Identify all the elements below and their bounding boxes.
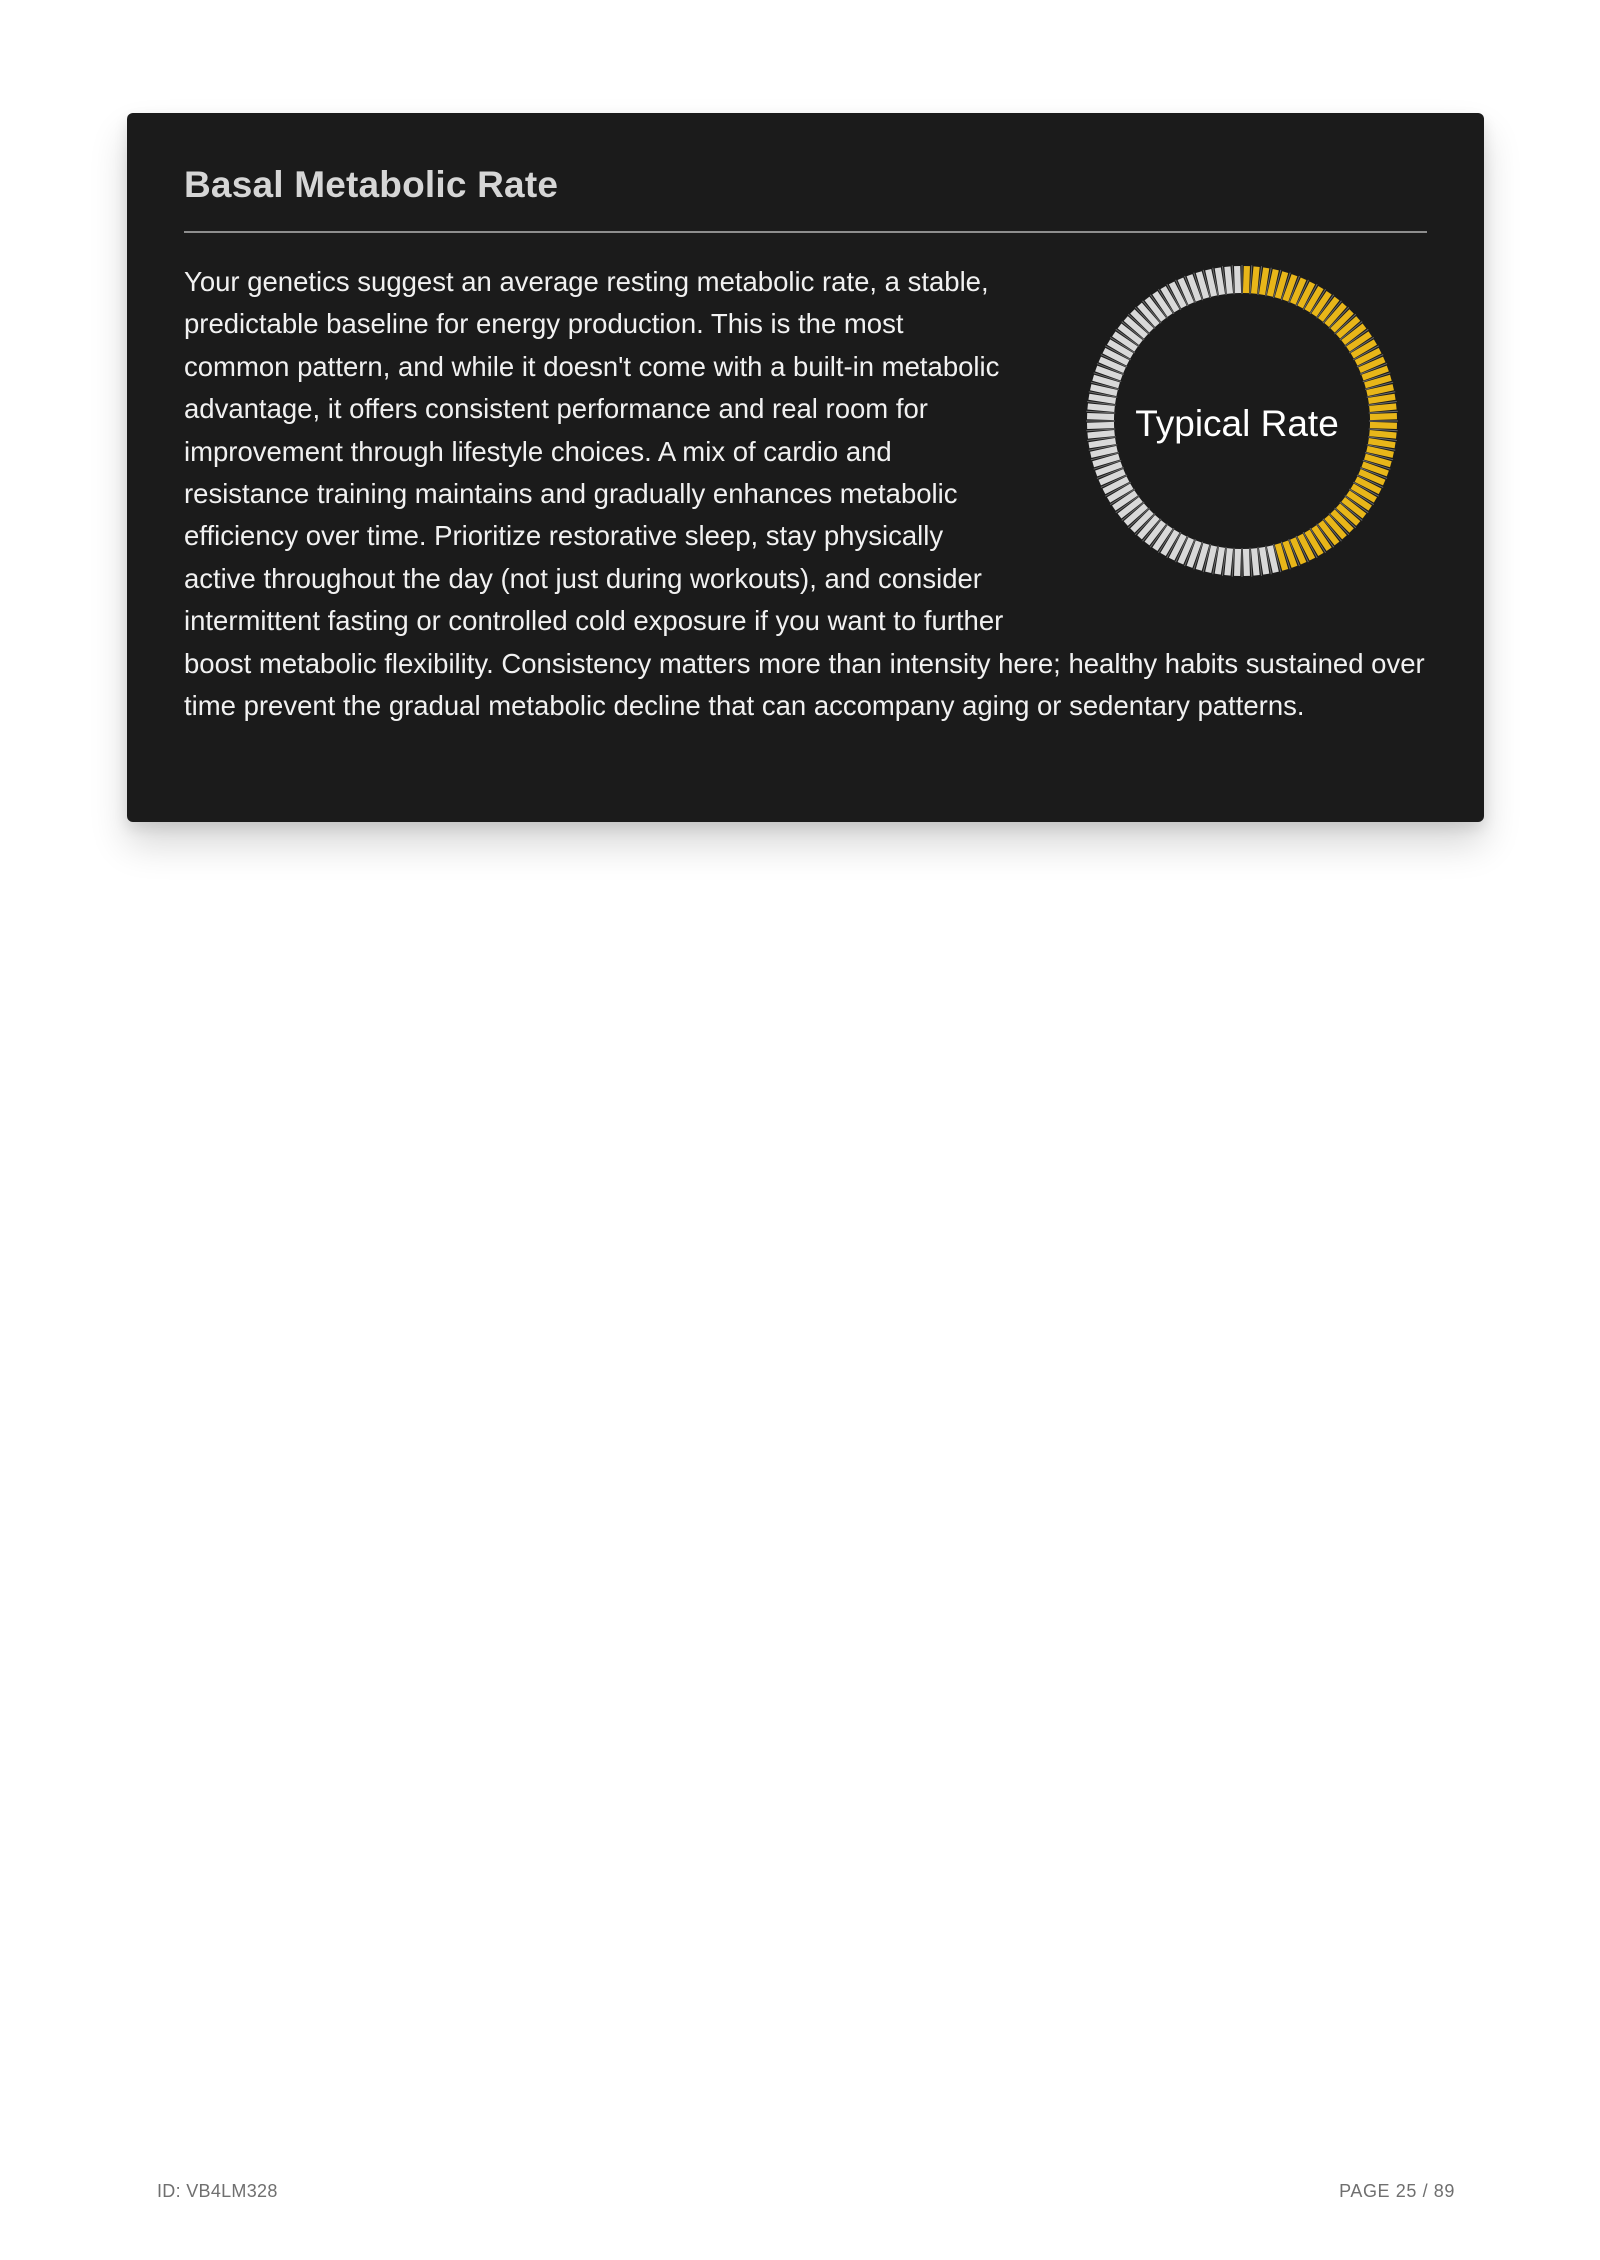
card-body-text bbox=[184, 261, 1427, 727]
title-divider bbox=[184, 231, 1427, 233]
gauge-segment-empty bbox=[1237, 266, 1238, 293]
gauge-segment-filled bbox=[1368, 397, 1395, 401]
page-number: PAGE 25 / 89 bbox=[1339, 2181, 1455, 2201]
gauge-segment-empty bbox=[1246, 549, 1247, 576]
gauge-segment-empty bbox=[1089, 397, 1116, 401]
document-id: ID: VB4LM328 bbox=[157, 2181, 278, 2201]
gauge-segment-empty bbox=[1218, 268, 1222, 295]
gauge-segment-empty bbox=[1218, 547, 1222, 574]
description-text: Your genetics suggest an average resting metabolic rate, a stable, predictable baseline for energy production. This is the most common pattern, and while it doesn't come with a built-in metabolic advantage, it offers consistent performance and real room for improvement through lifestyle choices. A mix of cardio and resistance training maintains and gradually enhances metabolic efficiency over time. Prioritize restorative sleep, stay physically active throughout the day (not just during workouts), and consider intermittent fasting or controlled cold exposure if you want to further boost metabolic flexibility. Consistency matters more than intensity here; healthy habits sustained over time prevent the gradual metabolic decline that can accompany aging or sedentary patterns. bbox=[184, 266, 1425, 722]
gauge-label: Typical Rate bbox=[1135, 403, 1339, 444]
gauge-segment-filled bbox=[1246, 266, 1247, 293]
card-title: Basal Metabolic Rate bbox=[184, 164, 559, 205]
gauge-segment-empty bbox=[1237, 549, 1238, 576]
gauge-segment-filled bbox=[1254, 267, 1257, 294]
gauge-segment-empty bbox=[1227, 548, 1230, 575]
gauge-segment-empty bbox=[1254, 548, 1257, 575]
gauge-segment-filled bbox=[1262, 268, 1266, 295]
gauge-segment-empty bbox=[1227, 267, 1230, 294]
gauge-segment-empty bbox=[1262, 547, 1266, 574]
metabolic-rate-gauge bbox=[1027, 261, 1427, 611]
bmr-card bbox=[127, 113, 1484, 822]
